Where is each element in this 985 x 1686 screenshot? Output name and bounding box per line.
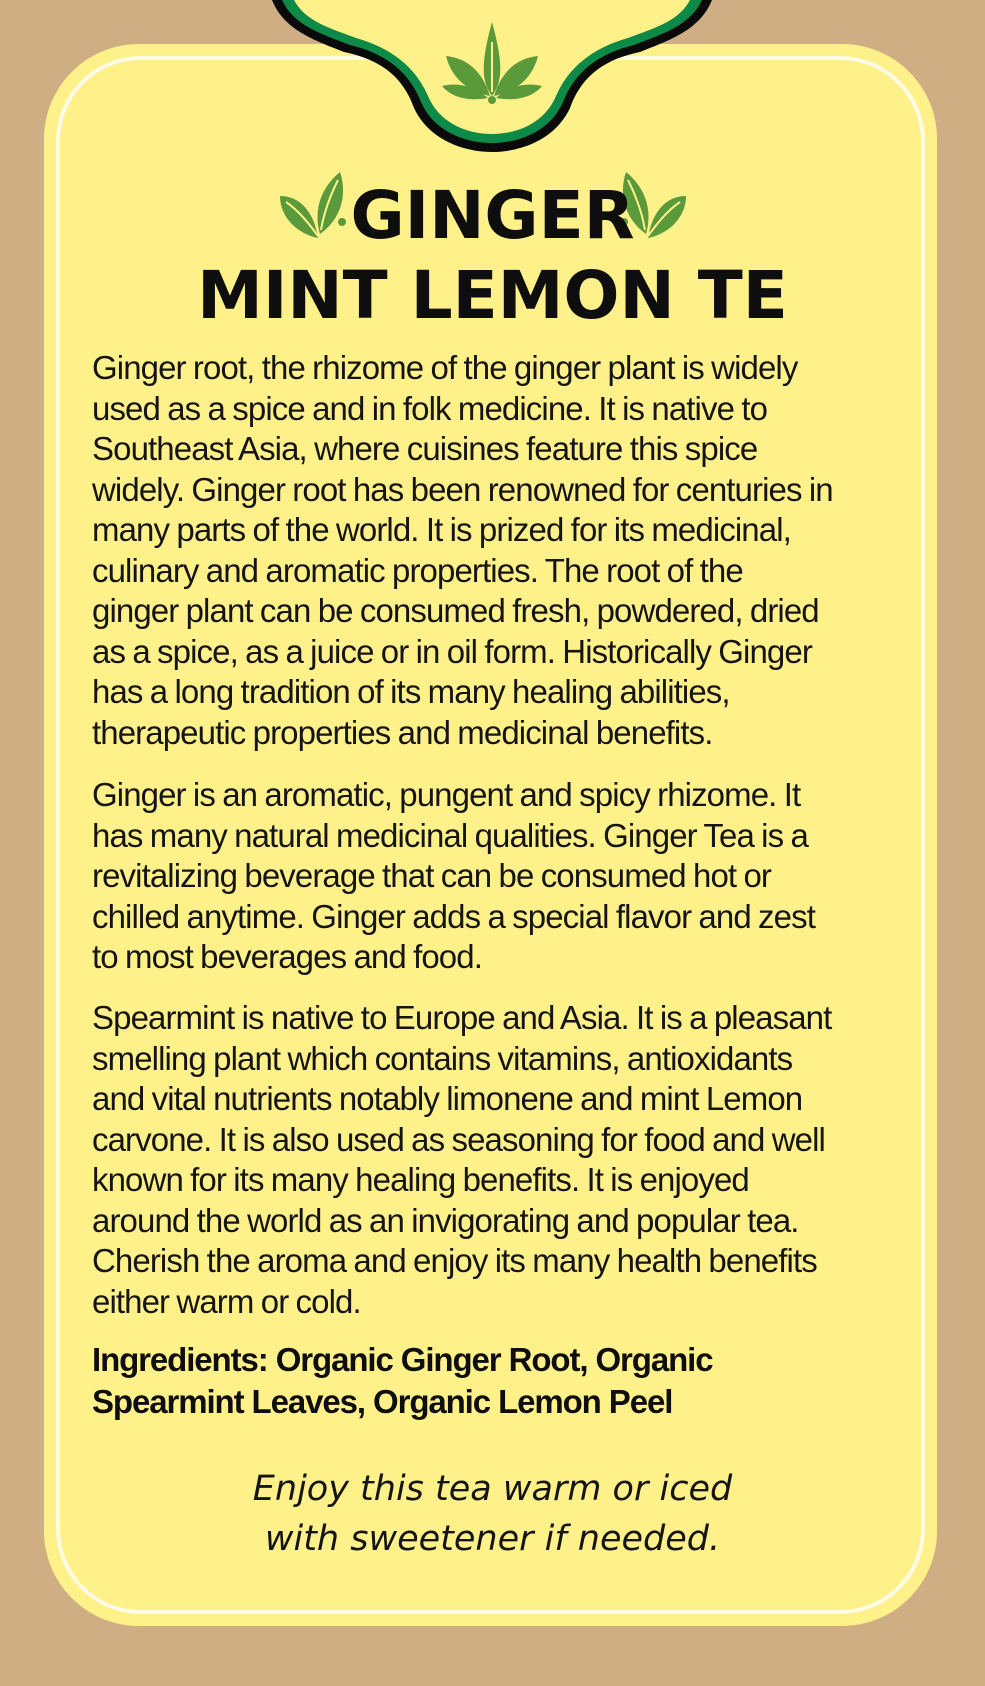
text-line: culinary and aromatic properties. The root of the — [92, 551, 743, 589]
text-line: smelling plant which contains vitamins, antioxidants — [92, 1039, 793, 1077]
text-line: known for its many healing benefits. It is enjoyed — [92, 1161, 749, 1198]
title-line-1: GINGER — [350, 177, 635, 254]
text-line: around the world as an invigorating and popular tea. — [92, 1201, 799, 1239]
text-line: to most beverages and food. — [92, 938, 482, 975]
text-line: Ginger root, the rhizome of the ginger plant is widely — [92, 349, 798, 386]
serving-line: Enjoy this tea warm or iced — [252, 1469, 733, 1509]
text-line: revitalizing beverage that can be consumed hot or — [92, 857, 772, 894]
text-line: Spearmint is native to Europe and Asia. It is a pleasant — [92, 999, 832, 1036]
paragraph-ginger-root — [92, 348, 892, 753]
serving-line: with sweetener if needed. — [264, 1519, 721, 1559]
ingredients-line: Ingredients: Organic Ginger Root, Organic — [92, 1341, 713, 1378]
text-line: Southeast Asia, where cuisines feature this spice — [92, 430, 758, 467]
paragraph-spearmint — [92, 998, 892, 1322]
text-line: ginger plant can be consumed fresh, powdered, dried — [92, 592, 819, 629]
text-line: used as a spice and in folk medicine. It is native to — [92, 389, 768, 427]
ingredients-line: Spearmint Leaves, Organic Lemon Peel — [92, 1383, 673, 1420]
text-line: either warm or cold. — [92, 1282, 361, 1320]
text-line: therapeutic properties and medicinal benefits. — [92, 713, 713, 751]
paragraph-ginger-tea — [92, 775, 892, 978]
serving-suggestion — [0, 1464, 985, 1564]
text-line: chilled anytime. Ginger adds a special flavor and zest — [92, 897, 815, 935]
text-line: has many natural medicinal qualities. Ginger Tea is a — [92, 816, 808, 854]
text-line: Ginger is an aromatic, pungent and spicy rhizome. It — [92, 776, 801, 813]
text-line: widely. Ginger root has been renowned for centuries in — [92, 470, 833, 508]
text-line: and vital nutrients notably limonene and mint Lemon — [92, 1080, 803, 1117]
text-line: many parts of the world. It is prized for its medicinal, — [92, 511, 791, 548]
text-line: has a long tradition of its many healing abilities, — [92, 673, 730, 710]
ingredients-list — [92, 1339, 892, 1423]
leaf-emblem-icon — [264, 0, 720, 160]
text-line: as a spice, as a juice or in oil form. Historically Ginger — [92, 632, 812, 670]
text-line: carvone. It is also used as seasoning for food and well — [92, 1120, 825, 1158]
text-line: Cherish the aroma and enjoy its many health benefits — [92, 1242, 817, 1279]
title-line-2: MINT LEMON TE — [197, 257, 788, 334]
